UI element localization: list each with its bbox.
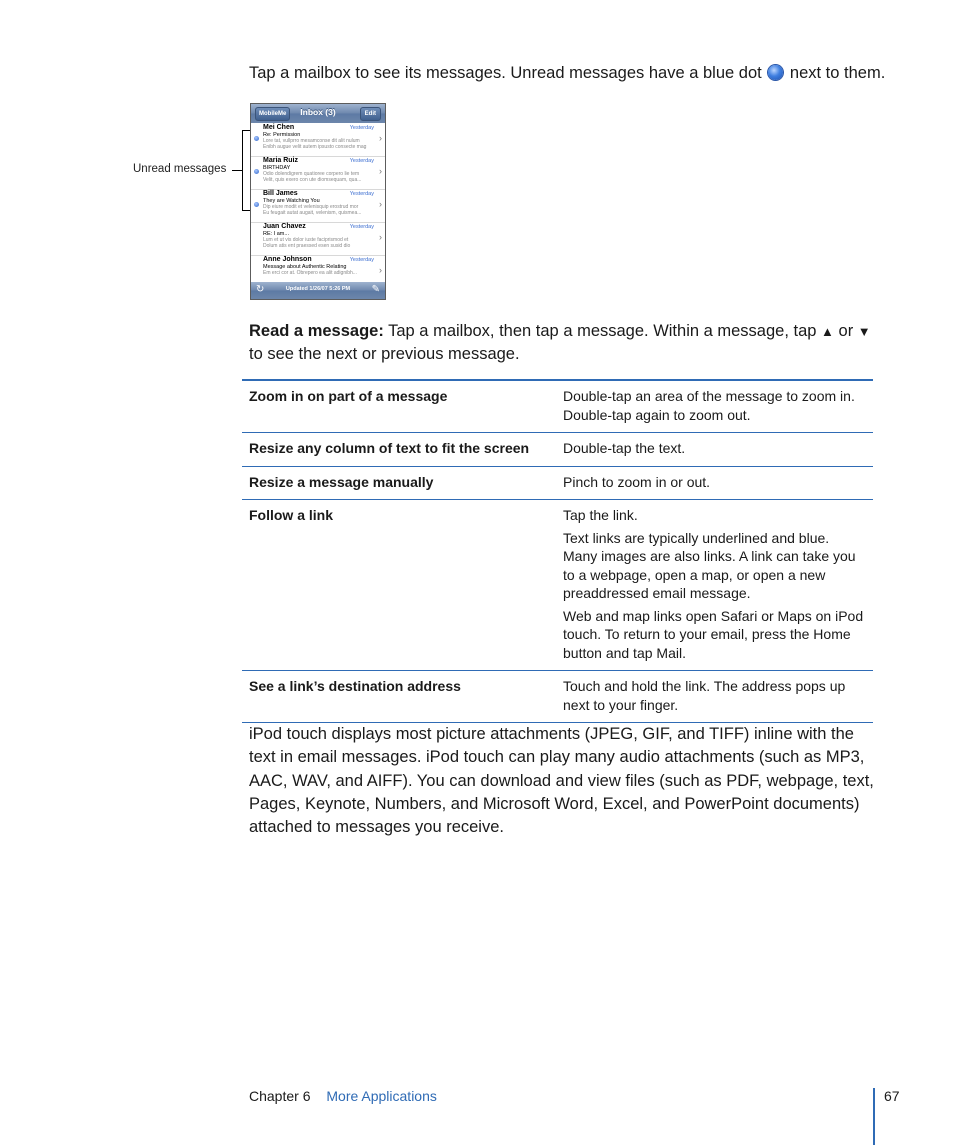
unread-dot-icon — [254, 202, 259, 207]
table-row — [242, 433, 873, 467]
mail-toolbar — [251, 282, 385, 299]
table-description: Pinch to zoom in or out. — [563, 473, 711, 490]
message-sender: Bill James — [263, 190, 298, 197]
edit-button[interactable]: Edit — [360, 107, 381, 121]
message-subject: BIRTHDAY — [263, 165, 291, 171]
navigation-bar — [251, 104, 385, 123]
message-date: Yesterday — [349, 257, 374, 263]
message-row[interactable] — [251, 189, 385, 223]
chevron-right-icon: › — [379, 199, 382, 209]
table-row — [242, 500, 873, 671]
message-row[interactable] — [251, 222, 385, 256]
message-sender: Maria Ruiz — [263, 157, 299, 164]
message-preview: Lore tat, vullprro mesamconse dit alit nulum Enibh augue velit autem ipsusto consecte mag — [263, 138, 367, 150]
table-description: Double-tap an area of the message to zoom in. Double-tap again to zoom out. — [563, 388, 855, 423]
mobileme-back-button[interactable]: MobileMe — [255, 107, 290, 121]
updated-status: Updated 1/26/07 5:26 PM — [285, 286, 351, 292]
message-date: Yesterday — [349, 158, 374, 164]
refresh-icon[interactable]: ↻ — [256, 284, 265, 295]
table-row — [242, 467, 873, 501]
message-preview: Lum et ut vis dolor iuste faciprismod et Dolum atis ent praessed esen susid dio — [263, 237, 351, 249]
message-date: Yesterday — [349, 224, 374, 230]
chevron-right-icon: › — [379, 133, 382, 143]
unread-dot-icon — [254, 169, 259, 174]
table-description: Touch and hold the link. The address pops up next to your finger. — [563, 678, 846, 713]
message-row[interactable] — [251, 156, 385, 190]
table-action: Resize a message manually — [249, 473, 434, 490]
table-description: Double-tap the text. — [563, 440, 686, 456]
mail-inbox-screenshot — [250, 103, 386, 300]
read-or: or — [838, 322, 854, 340]
read-text-a: Tap a mailbox, then tap a message. Within a message, tap — [388, 322, 817, 340]
table-description: Tap the link. Text links are typically underlined and blue. Many images are also links. A link can take you to a webpage, open a map, or open a new preaddressed email message. Web and map links open Safari or Maps on iPod touch. To return to your email, press the Home button and tap Mail. — [563, 507, 864, 661]
message-row[interactable] — [251, 123, 385, 157]
message-sender: Juan Chavez — [263, 223, 306, 230]
table-action: Follow a link — [249, 507, 334, 523]
message-preview: Dip eiure modit et velenisquip erostrud mor Eu feugait autat augait, velenism, quismea... — [263, 204, 362, 216]
up-arrow-icon: ▲ — [821, 324, 834, 339]
table-action: Resize any column of text to fit the screen — [249, 440, 530, 456]
chapter-label: Chapter 6 — [249, 1088, 311, 1104]
chevron-right-icon: › — [379, 166, 382, 176]
compose-icon[interactable]: ✎ — [371, 284, 380, 295]
message-sender: Mei Chen — [263, 124, 295, 131]
message-preview: Em erci cor at. Obrepero ea alit adignibh... — [263, 270, 357, 276]
blue-dot-icon — [768, 65, 783, 80]
unread-dot-icon — [254, 136, 259, 141]
callout-leader-line — [232, 170, 242, 171]
table-action: See a link’s destination address — [249, 678, 461, 694]
message-date: Yesterday — [349, 191, 374, 197]
message-subject: Message about Authentic Relating — [263, 264, 347, 270]
chevron-right-icon: › — [379, 232, 382, 242]
message-date: Yesterday — [349, 125, 374, 131]
chevron-right-icon: › — [379, 265, 382, 275]
attachments-paragraph: iPod touch displays most picture attachments (JPEG, GIF, and TIFF) inline with the text in email messages. iPod touch can play many audio attachments (such as MP3, AAC, WAV, and AIFF). You can download and view files (such as PDF, webpage, text, Pages, Keynote, Numbers, and Microsoft Word, Excel, and PowerPoint documents) attached to messages you receive. — [249, 725, 874, 837]
message-sender: Anne Johnson — [263, 256, 312, 263]
callout-label: Unread messages — [133, 163, 227, 175]
message-subject: Re: Permission — [263, 132, 301, 138]
callout-bracket-vertical — [242, 130, 243, 211]
message-subject: They are Watching You — [263, 198, 320, 204]
footer-divider — [873, 1088, 875, 1145]
message-subject: RE: I am... — [263, 231, 289, 237]
page-footer — [249, 1088, 437, 1104]
table-action: Zoom in on part of a message — [249, 388, 448, 404]
down-arrow-icon: ▼ — [857, 324, 871, 339]
inbox-title: Inbox (3) — [300, 107, 336, 117]
table-row — [242, 671, 873, 723]
intro-text — [249, 61, 889, 85]
read-message-paragraph — [249, 320, 879, 366]
message-preview: Odio dolendigrem quatioree corpero lie tem Velit, quis exero con ute diomsequam, qua... — [263, 171, 362, 183]
intro-after: next to them. — [789, 64, 886, 82]
table-row — [242, 381, 873, 433]
section-link[interactable]: More Applications — [326, 1088, 437, 1104]
read-heading: Read a message: — [249, 322, 384, 340]
page-number: 67 — [884, 1088, 900, 1104]
read-text-b: to see the next or previous message. — [249, 345, 520, 363]
zoom-actions-table — [242, 379, 873, 723]
intro-before: Tap a mailbox to see its messages. Unread messages have a blue dot — [249, 64, 762, 82]
